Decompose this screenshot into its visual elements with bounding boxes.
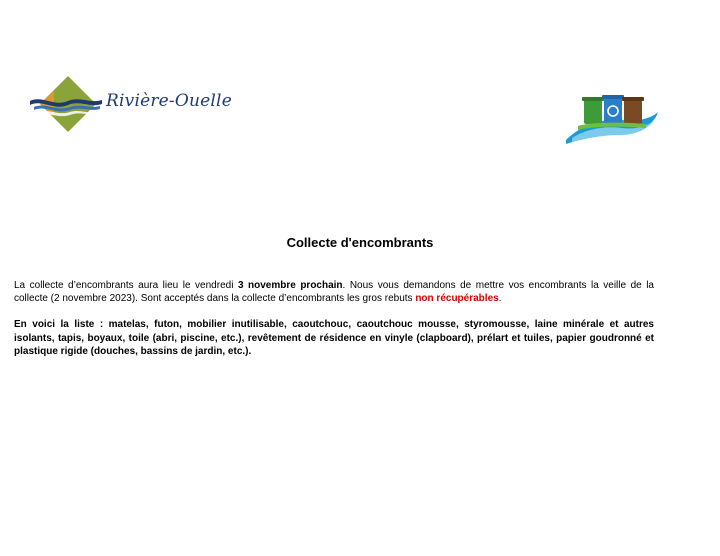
municipality-logo: [28, 74, 232, 136]
collection-date: 3 novembre prochain: [237, 280, 343, 291]
intro-paragraph: [14, 279, 654, 305]
waste-management-logo: [562, 88, 662, 152]
municipality-name: Rivière-Ouelle: [106, 91, 232, 111]
intro-text-1: La collecte d’encombrants aura lieu le vendredi: [14, 280, 238, 291]
recycling-bins-icon: [562, 88, 662, 152]
items-list: En voici la liste : matelas, futon, mobilier inutilisable, caoutchouc, caoutchouc mousse, styromousse, laine minérale et autres isolants, tapis, boyaux, toile (abri, piscine, etc.), revêtement de résidence en vinyle (clapboard), prélart et tuiles, papier goudronné et plastique rigide (douches, bassins de jardin, etc.).: [14, 319, 654, 357]
document-body: [14, 279, 654, 358]
intro-text-3: .: [498, 293, 502, 305]
intro-text-2: . Nous vous demandons de mettre vos encombrants la veille de la collecte (2 novembre 2023). Sont acceptés dans la collecte d’encombrants les gros rebuts: [14, 280, 654, 305]
municipality-emblem-icon: [28, 74, 106, 136]
page-title: Collecte d'encombrants: [286, 235, 434, 250]
non-recoverable-highlight: non récupérables: [415, 293, 499, 305]
items-list-paragraph: [14, 318, 654, 358]
